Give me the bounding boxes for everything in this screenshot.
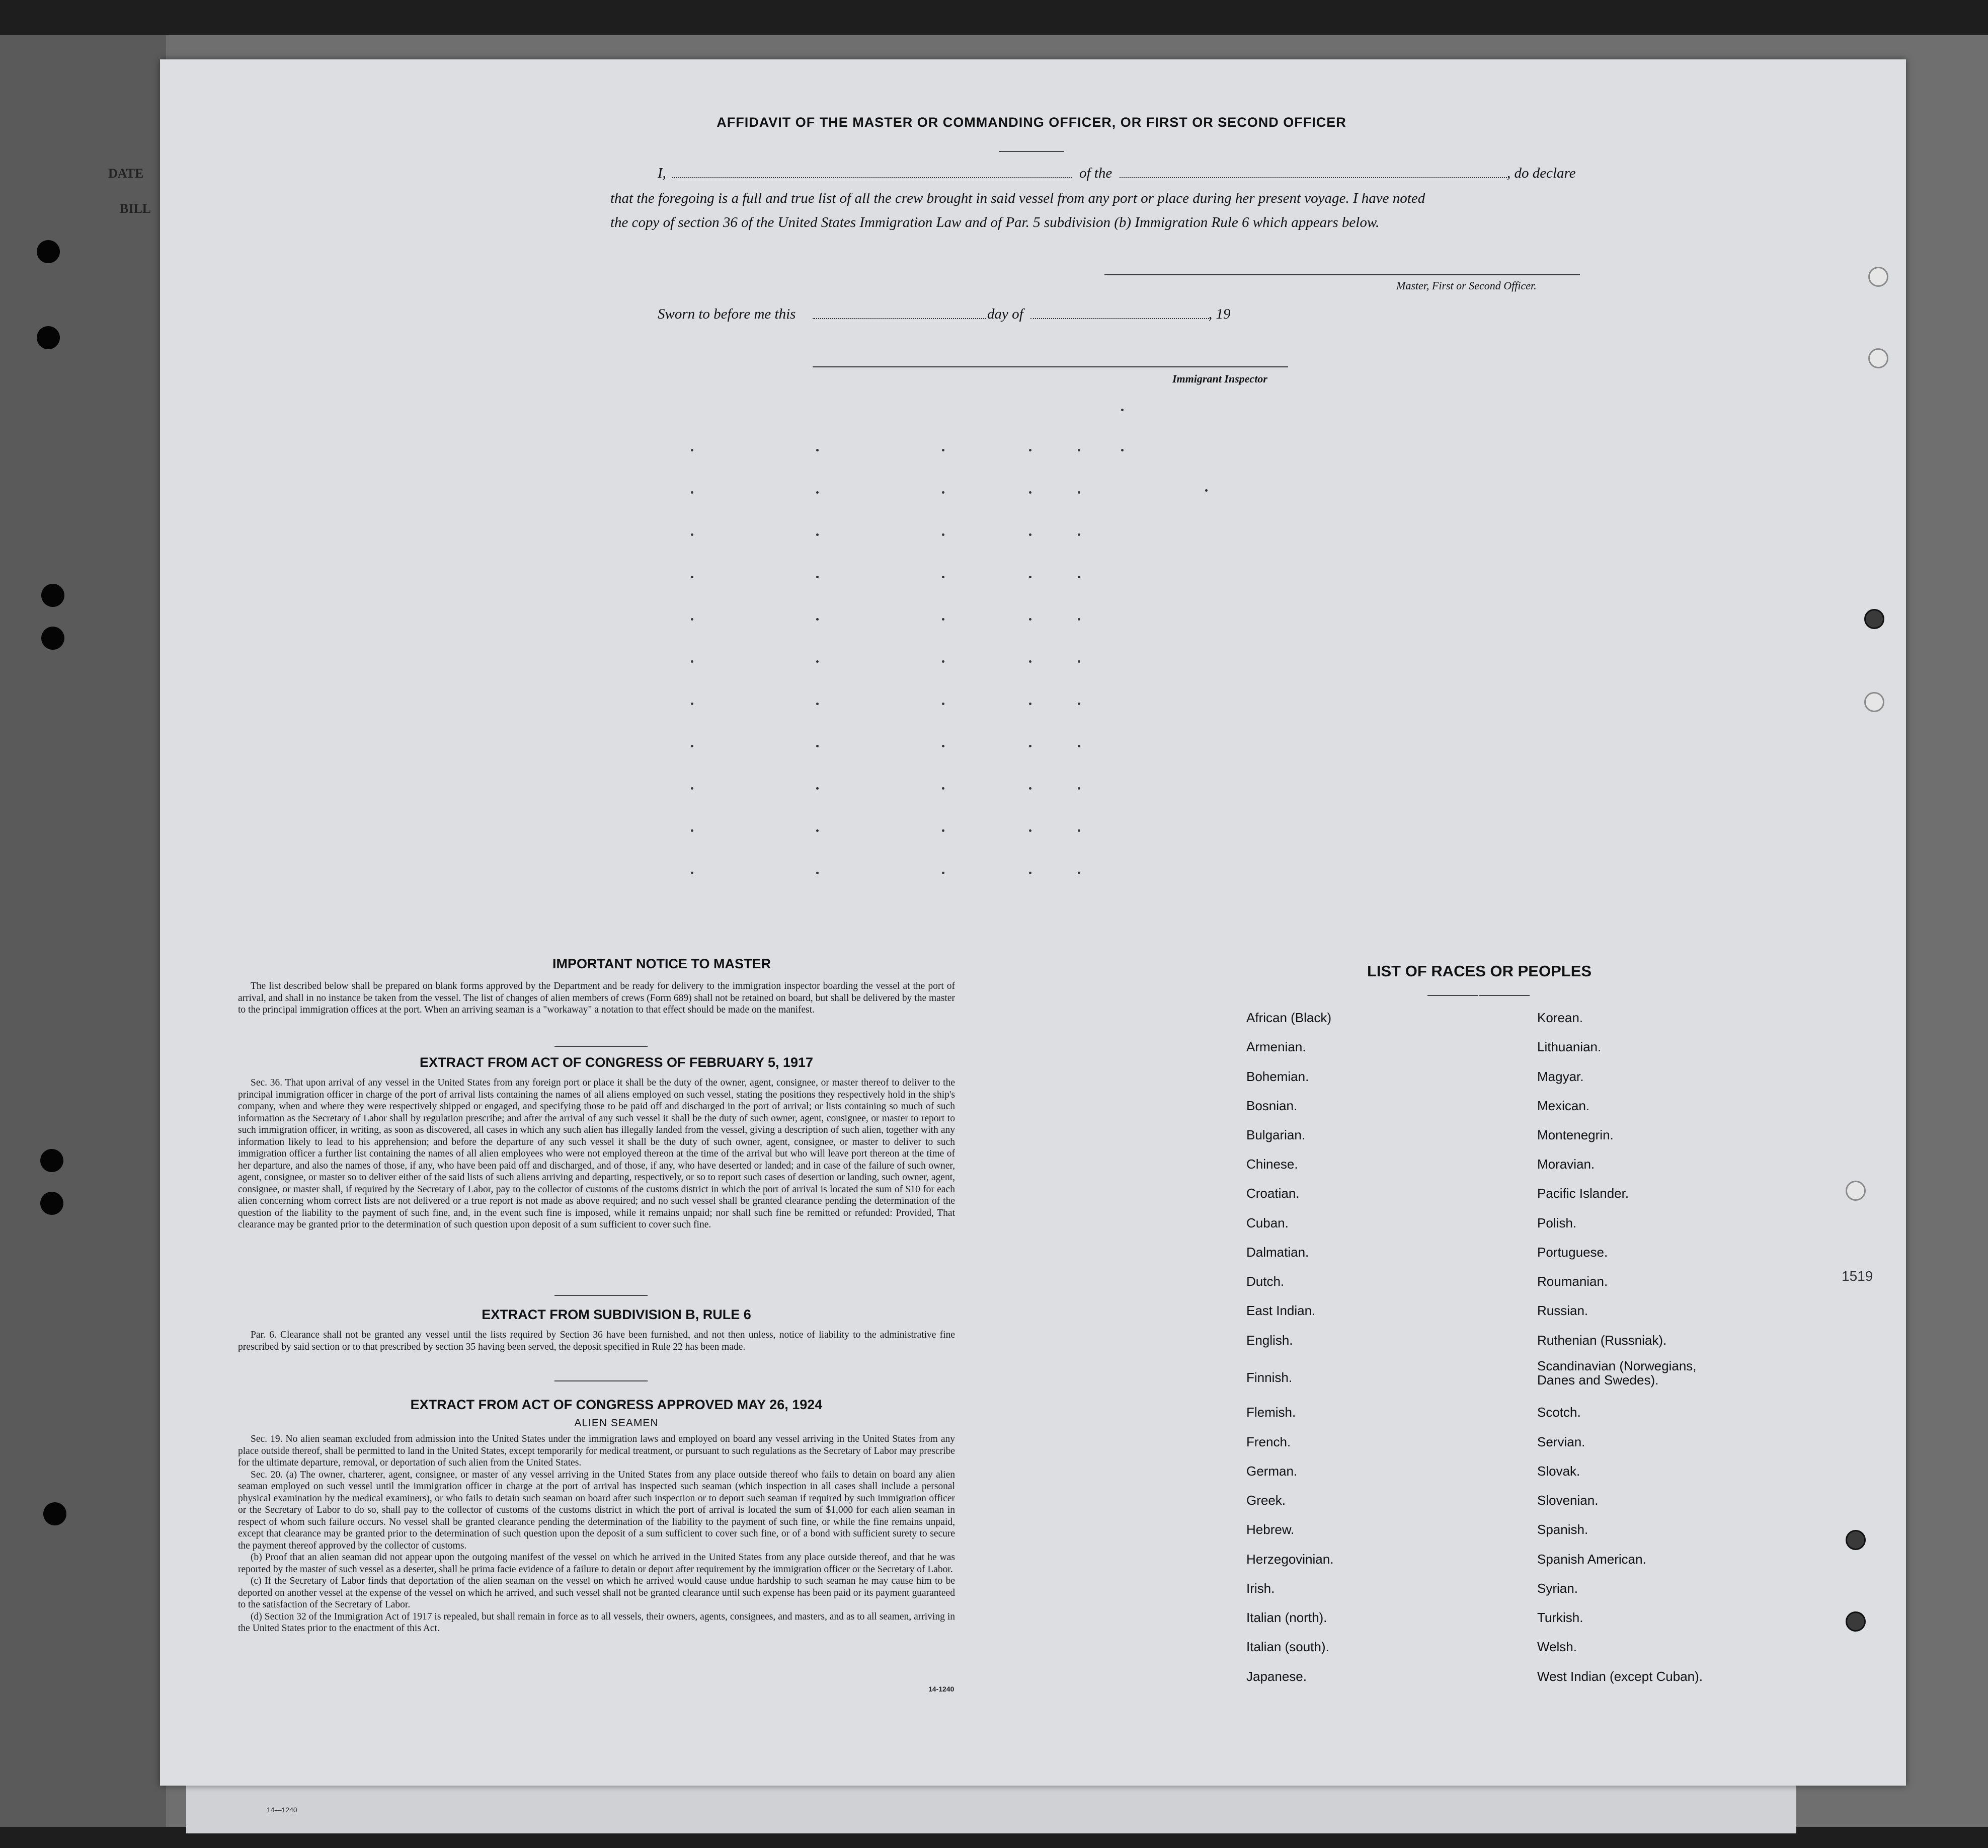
underlying-sheet [186, 1786, 1796, 1833]
divider [1479, 995, 1530, 996]
race-left-17: Hebrew. [1246, 1522, 1295, 1537]
race-right-6: Pacific Islander. [1537, 1186, 1629, 1201]
affidavit-line2: that the foregoing is a full and true list of all the crew brought in said vessel from any port or place during her present voyage. I have noted [610, 190, 1425, 206]
grid-dot [691, 660, 693, 663]
grid-dot [1029, 618, 1031, 621]
race-right-3: Mexican. [1537, 1098, 1590, 1113]
grid-dot [942, 660, 944, 663]
sec-20c-text: (c) If the Secretary of Labor finds that deportation of the alien seaman on the vessel on which he arrived would cause undue hardship to such seaman he may cause him to be deported on another vessel at the expense of the vessel on which he arrived, and such vessel shall not be granted clearance until such expense has been paid or its payment guaranteed to the satisfaction of the Secretary of Labor. [238, 1576, 955, 1610]
sworn-year: , 19 [1209, 306, 1231, 322]
race-left-8: Dalmatian. [1246, 1245, 1309, 1260]
race-left-3: Bosnian. [1246, 1098, 1298, 1113]
subdivision-title: EXTRACT FROM SUBDIVISION B, RULE 6 [482, 1307, 751, 1322]
grid-dot [1029, 829, 1031, 832]
sworn-text: Sworn to before me this [658, 306, 796, 322]
race-right-0: Korean. [1537, 1010, 1583, 1025]
grid-dot [816, 660, 819, 663]
grid-dot [942, 576, 944, 578]
sworn-day-of: day of [987, 306, 1023, 322]
race-right-18: Spanish American. [1537, 1552, 1646, 1567]
grid-dot [816, 745, 819, 747]
divider [554, 1046, 648, 1047]
race-right-12: Scandinavian (Norwegians, Danes and Swedes). [1537, 1358, 1697, 1388]
grid-dot [942, 449, 944, 451]
grid-dot [816, 703, 819, 705]
grid-dot [1078, 576, 1080, 578]
sworn-day-blank [813, 318, 986, 319]
extract-1917-text: Sec. 36. That upon arrival of any vessel in the United States from any foreign port or place it shall be the duty of the owner, agent, consignee, or master thereof to deliver to the principal immigration officer in charge of the port of arrival lists containing the names of all aliens employed on such vessel, stating the positions they respectively hold in the ship's company, when and where they were respectively shipped or engaged, and specifying those to be paid off and discharged in the port of arrival; or lists containing so much of such information as the Secretary of Labor shall by regulation prescribe; and after the arrival of any such vessel it shall be the duty of such owner, agent, consignee, or master to report to such immigration officer, in writing, as soon as discovered, all cases in which any such alien has illegally landed from the vessel, giving a description of such alien, together with any information likely to lead to his apprehension; and before the departure of any such vessel it shall be the duty of such owner, agent, consignee, or master to deliver to such immigration officer a further list containing the names of all alien employees who were not employed thereon at the time of the arrival but who will leave port thereon at the time of her departure, and also the names of those, if any, who have been paid off and discharged, and of those, if any, who have deserted or landed; and in case of the failure of such owner, agent, consignee, or master so to deliver either of the said lists of such aliens arriving and departing, respectively, or so to report such cases of desertion or landing, such owner, agent, consignee, or master shall, if required by the Secretary of Labor, pay to the collector of customs of the customs district in which the port of arrival is located the sum of $10 for each alien concerning whom correct lists are not delivered or a true report is not made as above required; and no such vessel shall be granted clearance pending the determination of the question of the liability to the payment of such fine, and, in the event such fine is imposed, while it remains unpaid; nor shall such fine be remitted or refunded: Provided, That clearance may be granted prior to the determination of such question upon deposit of a sum sufficient to cover such fine. [238, 1077, 955, 1230]
race-right-17: Spanish. [1537, 1522, 1588, 1537]
grid-dot [1078, 787, 1080, 790]
inspector-label: Immigrant Inspector [1172, 372, 1267, 385]
stamp-bill: BILL [120, 201, 151, 216]
race-left-12: Finnish. [1246, 1370, 1293, 1385]
binder-hole [37, 326, 60, 349]
affidavit-title: AFFIDAVIT OF THE MASTER OR COMMANDING OFFICER, OR FIRST OR SECOND OFFICER [717, 115, 1346, 130]
grid-dot [816, 491, 819, 494]
grid-dot [691, 787, 693, 790]
grid-dot [1121, 409, 1124, 411]
master-signature-line [1104, 274, 1580, 275]
grid-dot [942, 618, 944, 621]
race-left-11: English. [1246, 1333, 1293, 1348]
name-blank [672, 177, 1072, 178]
notice-title: IMPORTANT NOTICE TO MASTER [552, 956, 771, 971]
extract-1917-title: EXTRACT FROM ACT OF CONGRESS OF FEBRUARY 5, 1917 [419, 1055, 814, 1070]
race-right-19: Syrian. [1537, 1581, 1578, 1596]
race-left-1: Armenian. [1246, 1039, 1306, 1054]
divider [999, 151, 1064, 152]
form-number: 14-1240 [928, 1685, 955, 1693]
punch-hole [1868, 267, 1888, 287]
grid-dot [1078, 491, 1080, 494]
notice-text: The list described below shall be prepared on blank forms approved by the Department and be ready for delivery to the immigration inspector boarding the vessel at the port of arrival, and shall in no instance be taken from the vessel. The list of changes of alien members of crews (Form 689) shall not be retained on board, but shall be delivered by the master to the principal immigration offices at the port. When an arriving seaman is a "workaway" a notation to that effect should be made on the manifest. [238, 981, 955, 1015]
race-right-14: Servian. [1537, 1434, 1585, 1449]
grid-dot [1078, 703, 1080, 705]
grid-dot [942, 745, 944, 747]
race-left-18: Herzegovinian. [1246, 1552, 1334, 1567]
race-left-4: Bulgarian. [1246, 1127, 1306, 1142]
race-right-10: Russian. [1537, 1303, 1588, 1318]
race-left-6: Croatian. [1246, 1186, 1300, 1201]
grid-dot [816, 618, 819, 621]
grid-dot [816, 829, 819, 832]
sworn-month-blank [1030, 318, 1209, 319]
punch-hole [1846, 1181, 1866, 1201]
grid-dot [1078, 660, 1080, 663]
affidavit-i: I, [658, 165, 666, 181]
race-right-1: Lithuanian. [1537, 1039, 1602, 1054]
margin-note: 1519 [1842, 1268, 1873, 1284]
race-right-11: Ruthenian (Russniak). [1537, 1333, 1667, 1348]
race-left-5: Chinese. [1246, 1157, 1298, 1172]
divider [554, 1380, 648, 1381]
race-right-2: Magyar. [1537, 1069, 1584, 1084]
binder-hole [43, 1502, 66, 1525]
race-left-7: Cuban. [1246, 1215, 1289, 1230]
grid-dot [1029, 872, 1031, 874]
punch-hole [1846, 1611, 1866, 1632]
race-left-15: German. [1246, 1464, 1298, 1479]
grid-dot [942, 787, 944, 790]
race-left-16: Greek. [1246, 1493, 1286, 1508]
race-right-8: Portuguese. [1537, 1245, 1608, 1260]
race-left-10: East Indian. [1246, 1303, 1316, 1318]
underlying-form-number: 14—1240 [267, 1806, 297, 1814]
grid-dot [1205, 489, 1208, 492]
grid-dot [1029, 745, 1031, 747]
punch-hole [1864, 609, 1884, 629]
grid-dot [691, 533, 693, 536]
binder-hole [41, 584, 64, 607]
binder-hole [40, 1192, 63, 1215]
race-right-22: West Indian (except Cuban). [1537, 1669, 1703, 1684]
grid-dot [816, 872, 819, 874]
sec-20b-text: (b) Proof that an alien seaman did not appear upon the outgoing manifest of the vessel on which he arrived in the United States from any place outside thereof, and that he was reported by the master of such vessel as a deserter, shall be prima facie evidence of a failure to detain or deport after requirement by the immigration officer or the Secretary of Labor. [238, 1552, 955, 1575]
sec-19-text: Sec. 19. No alien seaman excluded from admission into the United States under the immigration laws and employed on board any vessel arriving in the United States from any place outside thereof, shall be permitted to land in the United States, except temporarily for medical treatment, or pursuant to such regulations as the Secretary of Labor may prescribe for the ultimate departure, removal, or deportation of such alien from the United States. [238, 1434, 955, 1468]
race-left-21: Italian (south). [1246, 1639, 1329, 1654]
grid-dot [1029, 449, 1031, 451]
grid-dot [816, 533, 819, 536]
grid-dot [691, 449, 693, 451]
grid-dot [691, 618, 693, 621]
extract-1924-title: EXTRACT FROM ACT OF CONGRESS APPROVED MAY 26, 1924 [410, 1397, 823, 1412]
grid-dot [942, 491, 944, 494]
affidavit-of-the: of the [1079, 165, 1112, 181]
sec-20d-text: (d) Section 32 of the Immigration Act of 1917 is repealed, but shall remain in force as to all vessels, their owners, agents, consignees, and masters, and as to all seamen, arriving in the United States prior to the enactment of this Act. [238, 1611, 955, 1634]
race-right-15: Slovak. [1537, 1464, 1580, 1479]
grid-dot [942, 533, 944, 536]
grid-dot [1121, 449, 1124, 451]
race-left-14: French. [1246, 1434, 1291, 1449]
affidavit-line3: the copy of section 36 of the United States Immigration Law and of Par. 5 subdivision (b) Immigration Rule 6 which appears below. [610, 214, 1380, 230]
grid-dot [816, 576, 819, 578]
grid-dot [1078, 449, 1080, 451]
grid-dot [1029, 576, 1031, 578]
grid-dot [691, 576, 693, 578]
grid-dot [1078, 872, 1080, 874]
race-left-0: African (Black) [1246, 1010, 1332, 1025]
binder-hole [37, 240, 60, 263]
punch-hole [1864, 692, 1884, 712]
grid-dot [1029, 660, 1031, 663]
punch-hole [1868, 348, 1888, 368]
race-right-9: Roumanian. [1537, 1274, 1608, 1289]
race-right-16: Slovenian. [1537, 1493, 1599, 1508]
grid-dot [1078, 745, 1080, 747]
grid-dot [691, 829, 693, 832]
binder-hole [40, 1149, 63, 1172]
race-right-7: Polish. [1537, 1215, 1577, 1230]
grid-dot [1029, 787, 1031, 790]
alien-seamen-subtitle: ALIEN SEAMEN [574, 1417, 659, 1429]
subdivision-text: Par. 6. Clearance shall not be granted any vessel until the lists required by Section 36 have been furnished, and not then unless, notice of liability to the administrative fine prescribed by said section or to that prescribed by section 35 having been served, the deposit specified in Rule 22 has been made. [238, 1330, 955, 1352]
stamp-date: DATE [108, 166, 144, 181]
grid-dot [942, 829, 944, 832]
divider [1427, 995, 1478, 996]
vessel-blank [1120, 177, 1507, 178]
grid-dot [1078, 533, 1080, 536]
race-left-13: Flemish. [1246, 1405, 1296, 1420]
race-right-21: Welsh. [1537, 1639, 1577, 1654]
race-right-5: Moravian. [1537, 1157, 1595, 1172]
affidavit-declare: , do declare [1507, 165, 1576, 181]
grid-dot [1029, 491, 1031, 494]
race-right-20: Turkish. [1537, 1610, 1583, 1625]
grid-dot [1029, 703, 1031, 705]
master-label: Master, First or Second Officer. [1396, 279, 1537, 292]
sec-20a-text: Sec. 20. (a) The owner, charterer, agent, consignee, or master of any vessel arriving in the United States from any place outside thereof who fails to detain on board any alien seaman employed on such vessel until the immigration officer in charge at the port of arrival has inspected such seaman (which inspection in all cases shall include a personal physical examination by the medical examiners), or who fails to detain such seaman on board after such inspection or to deport such seaman if required by such immigration officer or the Secretary of Labor to do so, shall pay to the collector of customs of the customs district in which the port of arrival is located the sum of $1,000 for each alien seaman in respect of whom such failure occurs. No vessel shall be granted clearance pending the determination of the liability to the payment of such fine, or while the fine remains unpaid, except that clearance may be granted prior to the determination of such question upon the deposit of a sum sufficient to cover such fine, or of a bond with sufficient surety to secure the payment thereof approved by the collector of customs. [238, 1469, 955, 1551]
extract-1924-body [238, 1433, 955, 1635]
grid-dot [816, 787, 819, 790]
grid-dot [942, 872, 944, 874]
race-left-9: Dutch. [1246, 1274, 1285, 1289]
grid-dot [691, 703, 693, 705]
grid-dot [816, 449, 819, 451]
divider [554, 1295, 648, 1296]
grid-dot [691, 491, 693, 494]
grid-dot [1078, 618, 1080, 621]
grid-dot [1078, 829, 1080, 832]
inspector-signature-line [813, 366, 1288, 367]
grid-dot [1029, 533, 1031, 536]
grid-dot [942, 703, 944, 705]
binder-spine [0, 35, 166, 1827]
punch-hole [1846, 1530, 1866, 1550]
race-right-4: Montenegrin. [1537, 1127, 1614, 1142]
races-title: LIST OF RACES OR PEOPLES [1367, 962, 1592, 980]
binder-hole [41, 627, 64, 650]
race-left-22: Japanese. [1246, 1669, 1307, 1684]
race-left-2: Bohemian. [1246, 1069, 1309, 1084]
race-left-20: Italian (north). [1246, 1610, 1327, 1625]
grid-dot [691, 745, 693, 747]
race-right-13: Scotch. [1537, 1405, 1581, 1420]
race-left-19: Irish. [1246, 1581, 1275, 1596]
grid-dot [691, 872, 693, 874]
